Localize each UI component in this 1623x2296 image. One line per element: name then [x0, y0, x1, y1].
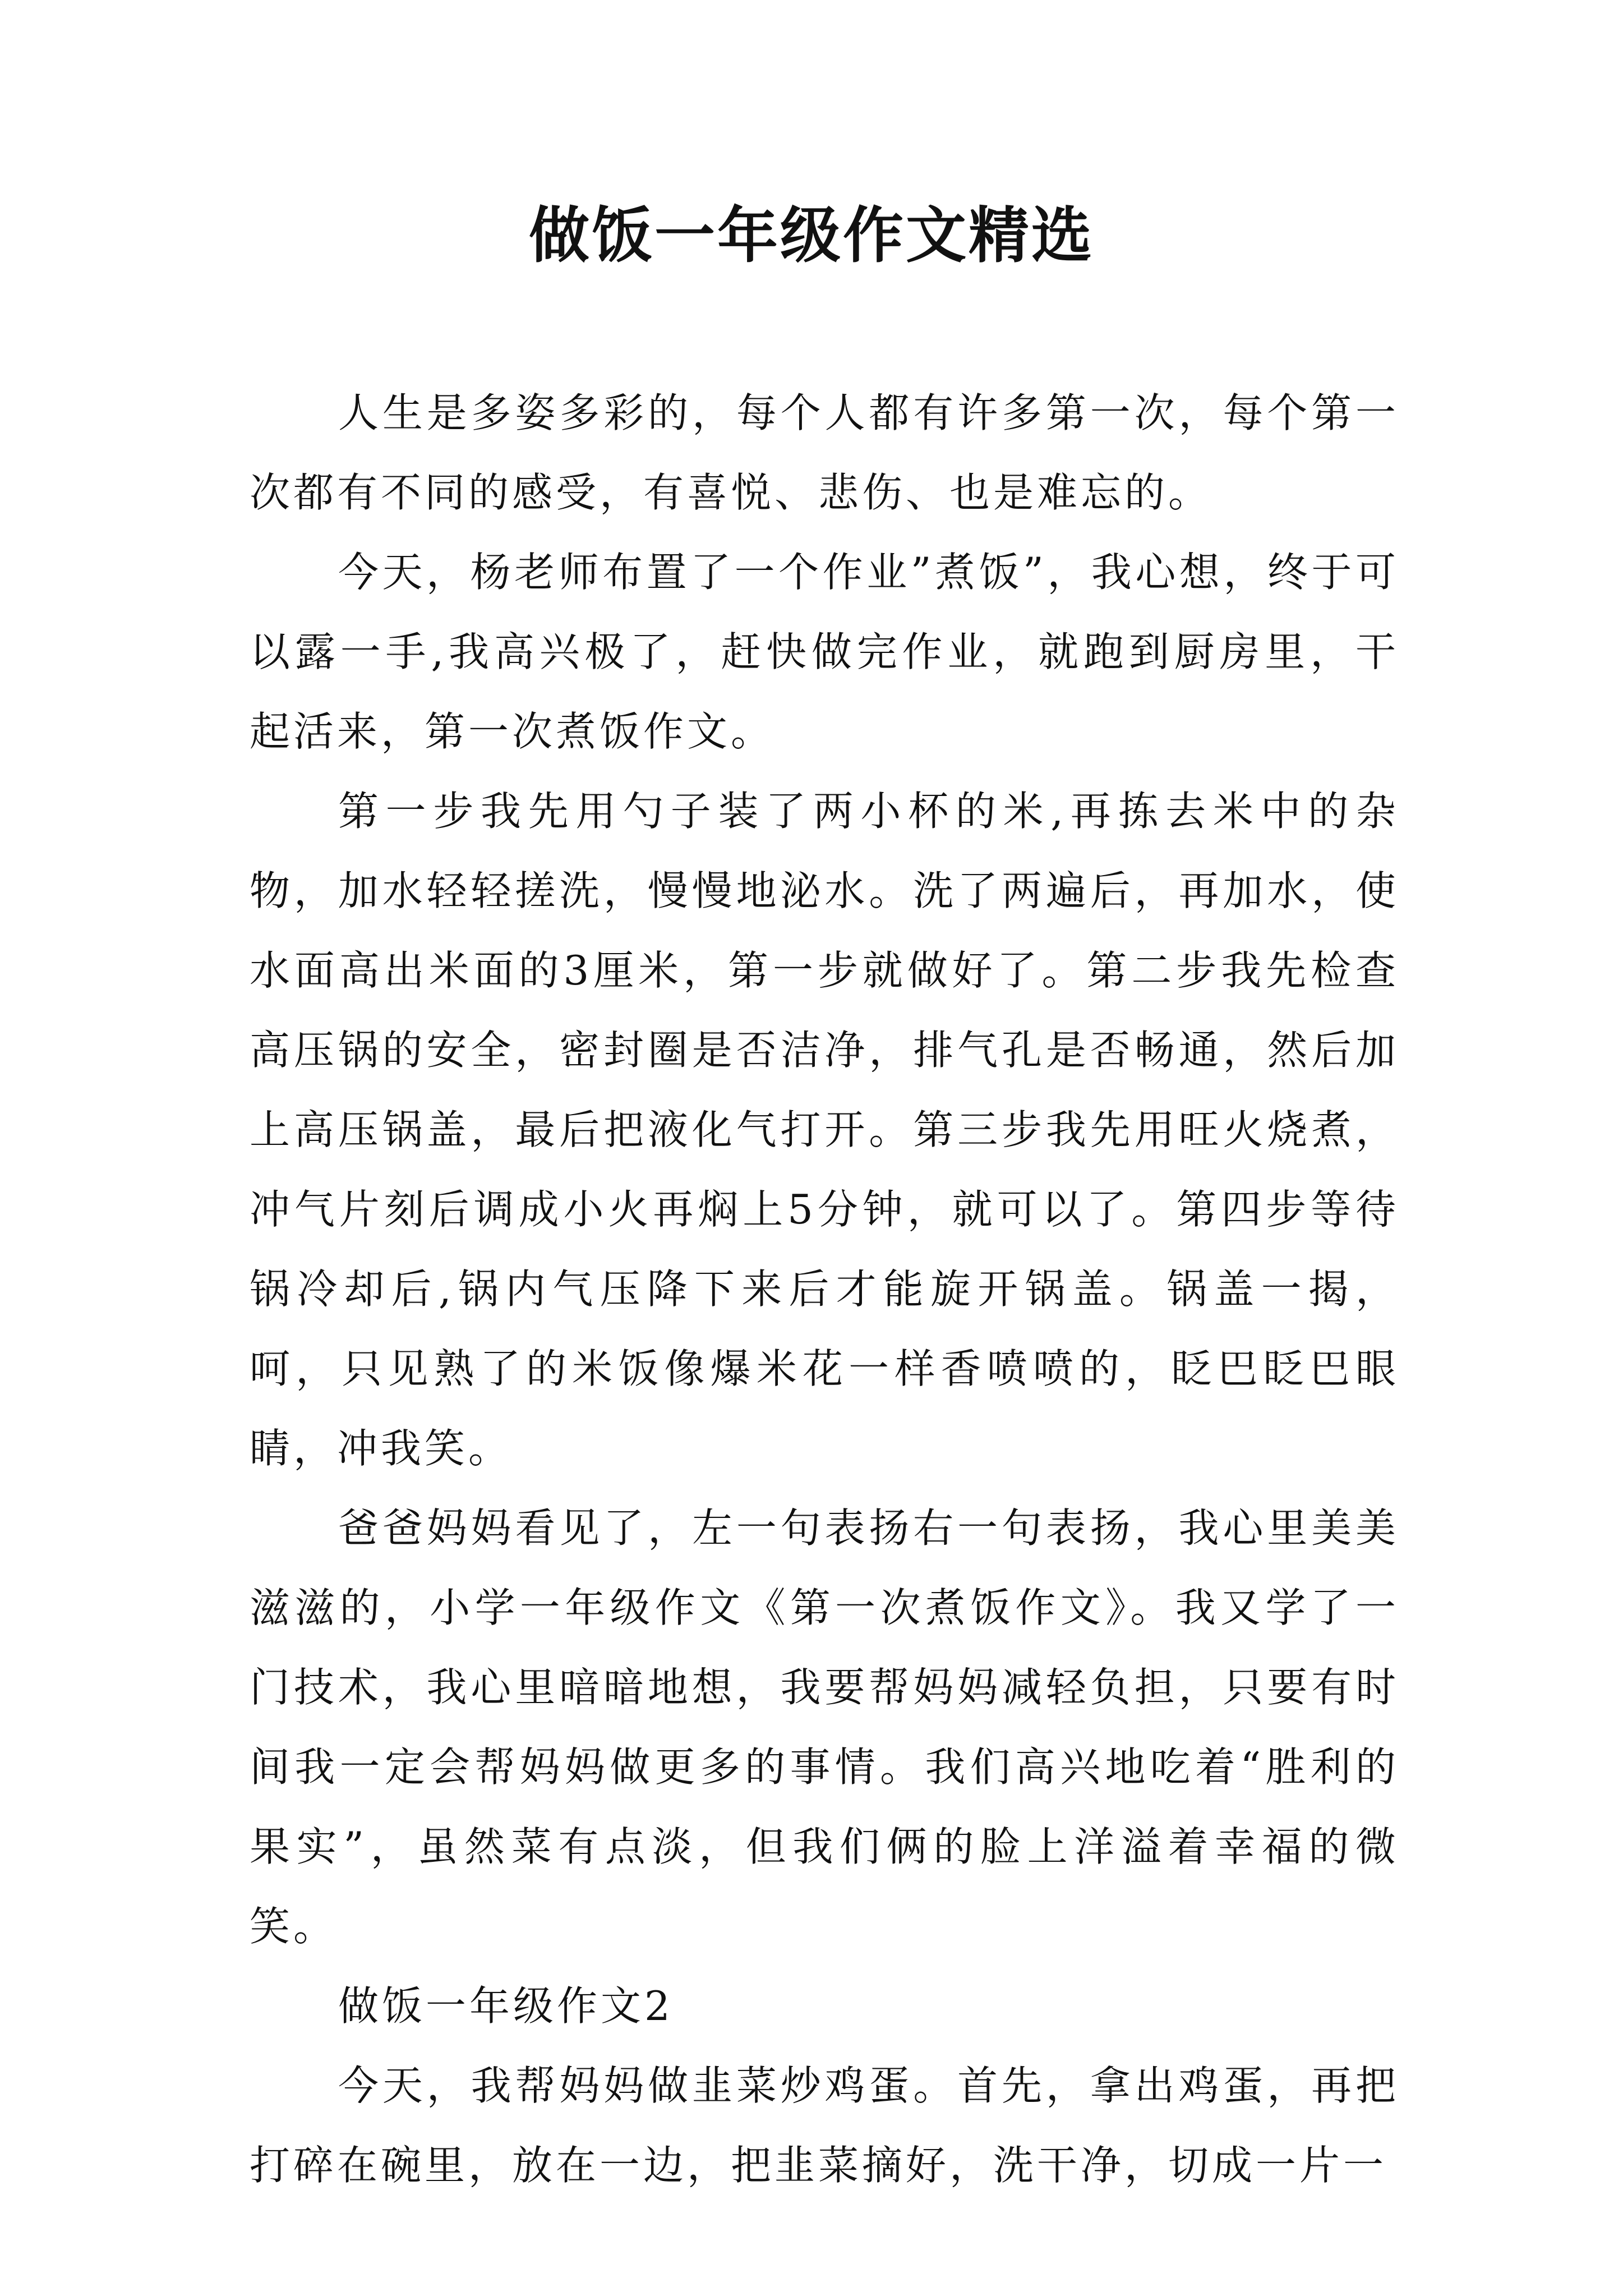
document-body	[250, 373, 1399, 2205]
paragraph-3: 第一步我先用勺子装了两小杯的米,再拣去米中的杂物，加水轻轻搓洗，慢慢地泌水。洗了两遍后，再加水，使水面高出米面的3厘米，第一步就做好了。第二步我先检查高压锅的安全，密封圈是否洁净，排气孔是否畅通，然后加上高压锅盖，最后把液化气打开。第三步我先用旺火烧煮，冲气片刻后调成小火再焖上5分钟，就可以了。第四步等待锅冷却后,锅内气压降下来后才能旋开锅盖。锅盖一揭，呵，只见熟了的米饭像爆米花一样香喷喷的，眨巴眨巴眼睛，冲我笑。	[250, 788, 1399, 1472]
paragraph-5: 今天，我帮妈妈做韭菜炒鸡蛋。首先，拿出鸡蛋，再把打碎在碗里，放在一边，把韭菜摘好，洗干净，切成一片一	[250, 2062, 1399, 2189]
paragraph-2: 今天，杨老师布置了一个作业”煮饭”，我心想，终于可以露一手,我高兴极了，赶快做完作业，就跑到厨房里，干起活来，第一次煮饭作文。	[250, 549, 1399, 755]
document-title: 做饭一年级作文精选	[528, 200, 1094, 271]
paragraph-1: 人生是多姿多彩的，每个人都有许多第一次，每个第一次都有不同的感受，有喜悦、悲伤、也是难忘的。	[250, 389, 1399, 516]
paragraph-4: 爸爸妈妈看见了，左一句表扬右一句表扬，我心里美美滋滋的，小学一年级作文《第一次煮饭作文》。我又学了一门技术，我心里暗暗地想，我要帮妈妈减轻负担，只要有时间我一定会帮妈妈做更多的事情。我们高兴地吃着“胜利的果实”，虽然菜有点淡，但我们俩的脸上洋溢着幸福的微笑。	[250, 1504, 1399, 1950]
section-subheading: 做饭一年级作文2	[338, 1982, 674, 2030]
